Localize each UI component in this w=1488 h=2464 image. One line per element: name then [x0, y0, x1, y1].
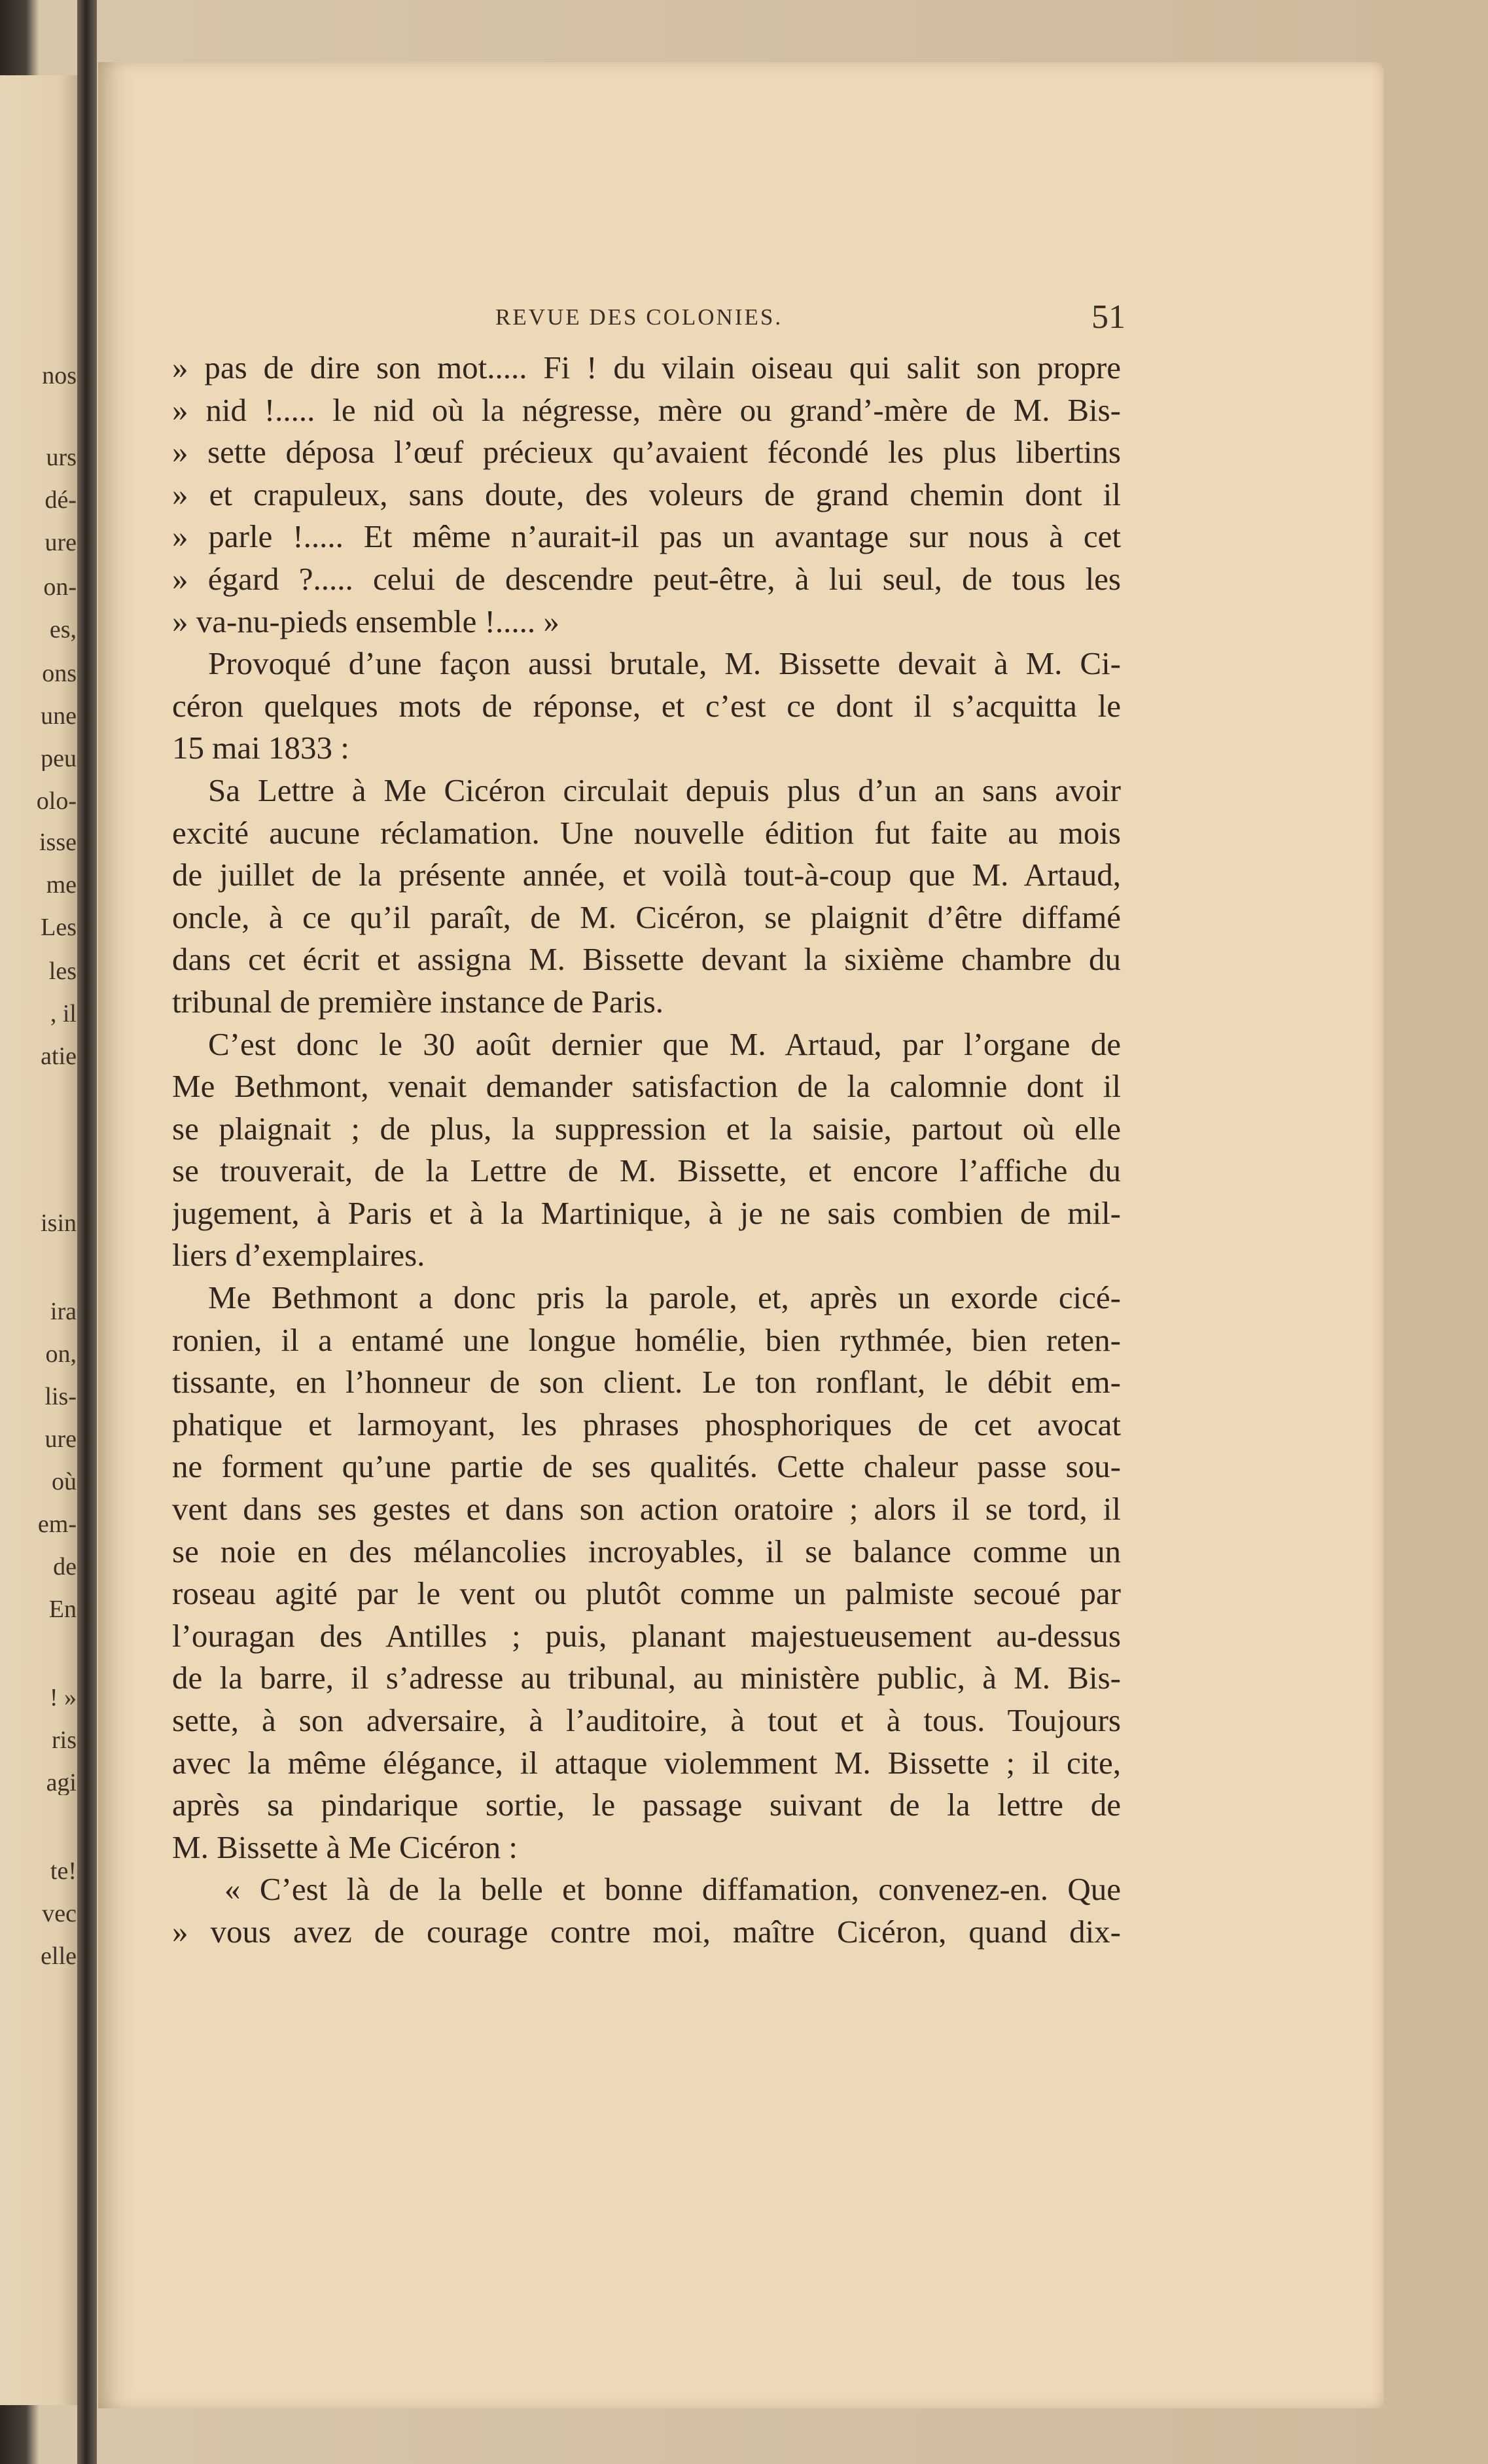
book-gutter: [77, 0, 97, 2464]
left-page-fragment: nos: [42, 363, 77, 388]
text-line: oncle, à ce qu’il paraît, de M. Cicéron, se plaignit d’être diffamé: [172, 899, 1121, 935]
left-page-fragment: lis-: [44, 1384, 77, 1409]
left-page-fragment: peu: [41, 746, 77, 771]
text-line: Me Bethmont a donc pris la parole, et, après un exorde cicé-: [208, 1279, 1121, 1316]
left-page-fragment: En: [48, 1597, 77, 1622]
page-number: 51: [1091, 298, 1125, 336]
text-line: C’est donc le 30 août dernier que M. Artaud, par l’organe de: [208, 1026, 1121, 1062]
text-line: » nid !..... le nid où la négresse, mère ou grand’-mère de M. Bis-: [172, 391, 1121, 428]
text-line: Sa Lettre à Me Cicéron circulait depuis plus d’un an sans avoir: [208, 772, 1121, 808]
left-page-fragment: es,: [49, 617, 77, 642]
left-page-fragment: isse: [39, 830, 77, 855]
left-page-fragment: ris: [52, 1728, 77, 1753]
body-text: [172, 347, 1121, 1954]
text-line: avec la même élégance, il attaque violemment M. Bissette ; il cite,: [172, 1744, 1121, 1781]
text-line: » et crapuleux, sans doute, des voleurs de grand chemin dont il: [172, 476, 1121, 512]
left-page-fragment: me: [46, 872, 77, 897]
left-page-fragment: les: [48, 959, 77, 984]
left-page-fragment: ure: [44, 1427, 77, 1452]
left-page-fragment: ure: [44, 530, 77, 555]
text-line: excité aucune réclamation. Une nouvelle édition fut faite au mois: [172, 814, 1121, 851]
text-line: dans cet écrit et assigna M. Bissette devant la sixième chambre du: [172, 941, 1121, 978]
text-line: tribunal de première instance de Paris.: [172, 983, 664, 1020]
left-page-fragment: où: [52, 1469, 77, 1494]
running-title: REVUE DES COLONIES.: [495, 304, 783, 330]
text-line: M. Bissette à Me Cicéron :: [172, 1829, 518, 1865]
text-line: phatique et larmoyant, les phrases phosphoriques de cet avocat: [172, 1406, 1121, 1442]
left-page-fragment: vec: [42, 1901, 77, 1926]
text-line: céron quelques mots de réponse, et c’est ce dont il s’acquitta le: [172, 687, 1121, 724]
text-line: vent dans ses gestes et dans son action oratoire ; alors il se tord, il: [172, 1491, 1121, 1527]
text-line: » égard ?..... celui de descendre peut-être, à lui seul, de tous les: [172, 560, 1121, 597]
text-line: » va-nu-pieds ensemble !..... »: [172, 603, 559, 639]
text-line: après sa pindarique sortie, le passage suivant de la lettre de: [172, 1787, 1121, 1823]
left-page-fragment: atie: [41, 1044, 77, 1069]
text-line: liers d’exemplaires.: [172, 1237, 425, 1274]
text-line: jugement, à Paris et à la Martinique, à je ne sais combien de mil-: [172, 1194, 1121, 1231]
left-page-fragment: , il: [50, 1001, 77, 1026]
text-line: Provoqué d’une façon aussi brutale, M. Bissette devait à M. Ci-: [208, 645, 1121, 682]
text-line: Me Bethmont, venait demander satisfaction de la calomnie dont il: [172, 1068, 1121, 1105]
text-line: se plaignait ; de plus, la suppression et la saisie, partout où elle: [172, 1110, 1121, 1147]
text-line: » parle !..... Et même n’aurait-il pas un avantage sur nous à cet: [172, 518, 1121, 555]
left-page-fragment: te!: [50, 1859, 77, 1884]
left-page-fragment: on-: [43, 575, 77, 599]
left-page-fragment: ira: [50, 1299, 77, 1324]
left-page-edge: [0, 75, 85, 2405]
left-page-fragment: ons: [42, 661, 77, 686]
text-line: « C’est là de la belle et bonne diffamation, convenez-en. Que: [224, 1871, 1121, 1908]
left-page-fragment: em-: [37, 1512, 77, 1537]
text-line: se noie en des mélancolies incroyables, il se balance comme un: [172, 1533, 1121, 1569]
left-page-fragment: on,: [45, 1342, 77, 1366]
left-page-fragment: une: [41, 704, 77, 728]
text-line: l’ouragan des Antilles ; puis, planant majestueusement au-dessus: [172, 1617, 1121, 1654]
left-page-fragment: ! »: [49, 1685, 77, 1710]
text-line: tissante, en l’honneur de son client. Le ton ronflant, le débit em-: [172, 1364, 1121, 1401]
text-line: sette, à son adversaire, à l’auditoire, à tout et à tous. Toujours: [172, 1702, 1121, 1738]
left-page-fragment: agi: [46, 1770, 77, 1795]
text-line: » sette déposa l’œuf précieux qu’avaient fécondé les plus libertins: [172, 434, 1121, 471]
text-line: roseau agité par le vent ou plutôt comme un palmiste secoué par: [172, 1575, 1121, 1612]
text-line: 15 mai 1833 :: [172, 730, 349, 766]
text-line: ne forment qu’une partie de ses qualités. Cette chaleur passe sou-: [172, 1448, 1121, 1485]
text-line: de juillet de la présente année, et voilà tout-à-coup que M. Artaud,: [172, 857, 1121, 893]
left-page-fragment: urs: [46, 445, 77, 470]
text-line: » pas de dire son mot..... Fi ! du vilain oiseau qui salit son propre: [172, 349, 1121, 385]
left-page-fragment: Les: [41, 915, 77, 940]
text-line: » vous avez de courage contre moi, maître Cicéron, quand dix-: [172, 1913, 1121, 1950]
left-page-fragment: elle: [41, 1944, 77, 1969]
text-line: ronien, il a entamé une longue homélie, bien rythmée, bien reten-: [172, 1321, 1121, 1358]
running-head: [177, 298, 1125, 337]
left-page-fragment: dé-: [44, 488, 77, 512]
text-line: se trouverait, de la Lettre de M. Bissette, et encore l’affiche du: [172, 1152, 1121, 1189]
left-page-fragment: olo-: [36, 789, 77, 813]
left-page-fragment: isin: [41, 1211, 77, 1236]
left-page-fragment: de: [53, 1554, 77, 1579]
text-line: de la barre, il s’adresse au tribunal, au ministère public, à M. Bis-: [172, 1660, 1121, 1696]
